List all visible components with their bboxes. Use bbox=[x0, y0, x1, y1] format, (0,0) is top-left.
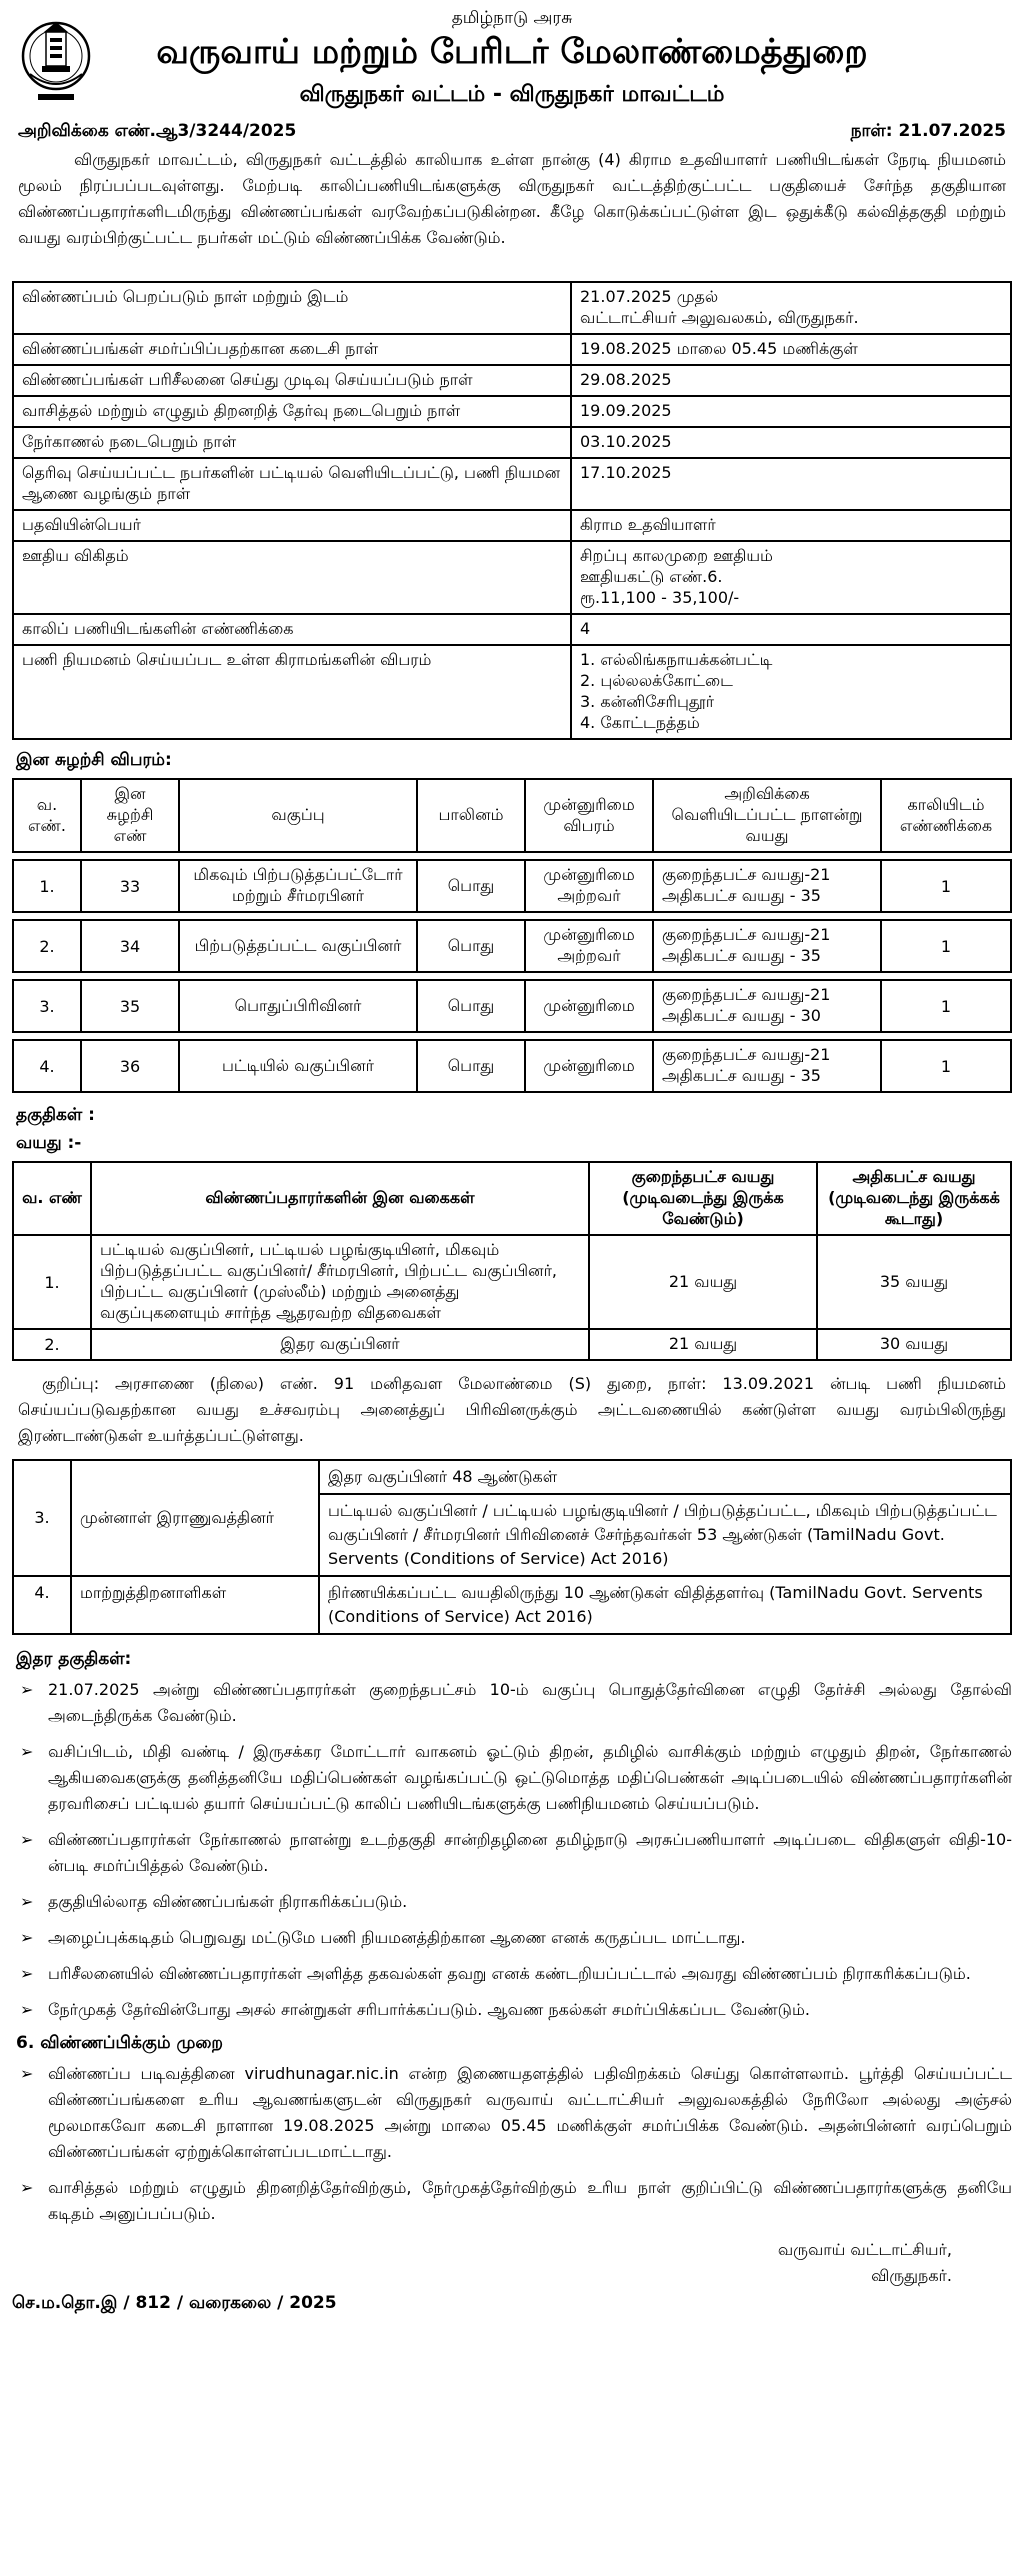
table-row bbox=[13, 396, 1011, 427]
qualifications-title: தகுதிகள் : bbox=[16, 1105, 95, 1125]
info-value bbox=[571, 334, 1011, 365]
age-line: அதிகபட்ச வயது - 35 bbox=[662, 1066, 821, 1085]
info-value-line: ரூ.11,100 - 35,100/- bbox=[580, 588, 740, 607]
cell-category: பட்டியல் வகுப்பினர், பட்டியல் பழங்குடியினர், மிகவும் பிற்படுத்தப்பட்ட வகுப்பினர்/ சீர்மரபினர், பிற்பட்ட வகுப்பினர், பிற்பட்ட வகுப்பினர் (முஸ்லீம்) மற்றும் அனைத்து வகுப்புகளையும் சார்ந்த ஆதரவற்ற விதவைகள் bbox=[91, 1235, 589, 1329]
arrow-bullet-icon: ➢ bbox=[20, 1964, 34, 1983]
list-item bbox=[20, 1739, 1012, 1817]
row-sno: 3. bbox=[13, 1460, 71, 1576]
info-value bbox=[571, 510, 1011, 541]
cell-sno: 1. bbox=[13, 860, 81, 912]
col-category: விண்ணப்பதாரர்களின் இன வகைகள் bbox=[91, 1162, 589, 1235]
info-value-line: 4. கோட்டநத்தம் bbox=[580, 713, 700, 732]
table-row bbox=[13, 614, 1011, 645]
cell-priority: முன்னுரிமை bbox=[525, 1040, 653, 1092]
signatory-place: விருதுநகர். bbox=[871, 2266, 952, 2285]
info-key: காலிப் பணியிடங்களின் எண்ணிக்கை bbox=[13, 614, 571, 645]
row-sno: 4. bbox=[13, 1576, 71, 1634]
col-vacancy: காலியிடம் எண்ணிக்கை bbox=[881, 779, 1011, 852]
cell-priority: முன்னுரிமை அற்றவர் bbox=[525, 920, 653, 972]
cell-class: பட்டியில் வகுப்பினர் bbox=[179, 1040, 417, 1092]
age-line: அதிகபட்ச வயது - 35 bbox=[662, 946, 821, 965]
relaxation-reserved: பட்டியல் வகுப்பினர் / பட்டியல் பழங்குடியினர் / பிற்படுத்தப்பட்ட, மிகவும் பிற்படுத்தப்பட்ட வகுப்பினர் / சீர்மரபினர் பிரிவினைச் சேர்ந்தவர்கள் 53 ஆண்டுகள் (TamilNadu Govt. Servents (Conditions of Service) Act 2016) bbox=[319, 1494, 1011, 1576]
table-row bbox=[13, 427, 1011, 458]
list-item-text: 21.07.2025 அன்று விண்ணப்பதாரர்கள் குறைந்தபட்சம் 10-ம் வகுப்பு பொதுத்தேர்வினை எழுதி தேர்ச்சி அல்லது தோல்வி அடைந்திருக்க வேண்டும். bbox=[48, 1680, 1012, 1725]
info-value-line: 17.10.2025 bbox=[580, 463, 672, 482]
cell-category: இதர வகுப்பினர் bbox=[91, 1329, 589, 1360]
gap-cell bbox=[13, 1032, 1011, 1040]
info-value-line: கிராம உதவியாளர் bbox=[580, 515, 716, 534]
cell-rotation-no: 34 bbox=[81, 920, 179, 972]
notice-page bbox=[12, 0, 1012, 2315]
arrow-bullet-icon: ➢ bbox=[20, 1830, 34, 1849]
arrow-bullet-icon: ➢ bbox=[20, 1680, 34, 1699]
age-line: அதிகபட்ச வயது - 35 bbox=[662, 886, 821, 905]
info-value bbox=[571, 614, 1011, 645]
info-value-line: 2. புல்லலக்கோட்டை bbox=[580, 671, 733, 690]
notice-number: அறிவிக்கை எண்.ஆ3/3244/2025 bbox=[18, 121, 297, 141]
other-qualifications-title: இதர தகுதிகள்: bbox=[16, 1649, 132, 1669]
table-row bbox=[13, 365, 1011, 396]
cell-sno: 1. bbox=[13, 1235, 91, 1329]
row-gap bbox=[13, 972, 1011, 980]
list-item-text: வாசித்தல் மற்றும் எழுதும் திறனறித்தேர்விற்கும், நேர்முகத்தேர்விற்கும் உரிய நாள் குறிப்பிட்டு விண்ணப்பதாரர்களுக்கு தனியே கடிதம் அனுப்பப்படும். bbox=[48, 2178, 1012, 2223]
relaxation-other: இதர வகுப்பினர் 48 ஆண்டுகள் bbox=[319, 1460, 1011, 1494]
cell-vacancy: 1 bbox=[881, 920, 1011, 972]
gap-cell bbox=[13, 852, 1011, 860]
info-value-line: 1. எல்லிங்கநாயக்கன்பட்டி bbox=[580, 650, 773, 669]
age-line: குறைந்தபட்ச வயது-21 bbox=[662, 985, 831, 1004]
age-line: குறைந்தபட்ச வயது-21 bbox=[662, 865, 831, 884]
age-line: குறைந்தபட்ச வயது-21 bbox=[662, 925, 831, 944]
table-row bbox=[13, 458, 1011, 510]
cell-gender: பொது bbox=[417, 1040, 525, 1092]
list-item bbox=[20, 2061, 1012, 2165]
header bbox=[12, 0, 1012, 115]
rotation-title: இன சுழற்சி விபரம்: bbox=[16, 750, 172, 770]
table-row bbox=[13, 1460, 1011, 1494]
list-item-text: தகுதியில்லாத விண்ணப்பங்கள் நிராகரிக்கப்படும். bbox=[48, 1892, 408, 1911]
row-gap bbox=[13, 1032, 1011, 1040]
table-row bbox=[13, 1576, 1011, 1634]
table-row bbox=[13, 282, 1011, 334]
table-row bbox=[13, 860, 1011, 912]
age-title: வயது :- bbox=[16, 1133, 82, 1153]
cell-gender: பொது bbox=[417, 980, 525, 1032]
table-row bbox=[13, 1235, 1011, 1329]
age-line: அதிகபட்ச வயது - 30 bbox=[662, 1006, 821, 1025]
col-sno: வ. எண். bbox=[13, 779, 81, 852]
cell-min-age: 21 வயது bbox=[589, 1235, 817, 1329]
info-value-line: 03.10.2025 bbox=[580, 432, 672, 451]
signature-block bbox=[12, 2237, 1012, 2289]
list-item bbox=[20, 2175, 1012, 2227]
info-key: பணி நியமனம் செய்யப்பட உள்ள கிராமங்களின் விபரம் bbox=[13, 645, 571, 739]
info-value bbox=[571, 427, 1011, 458]
col-sno: வ. எண் bbox=[13, 1162, 91, 1235]
age-relaxation-table bbox=[12, 1459, 1012, 1635]
cell-max-age: 30 வயது bbox=[817, 1329, 1011, 1360]
info-value bbox=[571, 282, 1011, 334]
info-key: நேர்காணல் நடைபெறும் நாள் bbox=[13, 427, 571, 458]
cell-rotation-no: 33 bbox=[81, 860, 179, 912]
cell-priority: முன்னுரிமை அற்றவர் bbox=[525, 860, 653, 912]
table-row bbox=[13, 510, 1011, 541]
age-note: குறிப்பு: அரசாணை (நிலை) எண். 91 மனிதவள மேலாண்மை (S) துறை, நாள்: 13.09.2021 ன்படி பணி நியமனம் செய்யப்படுவதற்கான வயது உச்சவரம்பு அனைத்துப் பிரிவினருக்கும் அட்டவணையில் கண்டுள்ள வயது வரம்பிலிருந்து இரண்டாண்டுகள் உயர்த்தப்பட்டுள்ளது. bbox=[18, 1374, 1006, 1445]
info-value-line: 4 bbox=[580, 619, 591, 638]
other-qualifications-list bbox=[12, 1677, 1012, 2023]
info-value-line: 29.08.2025 bbox=[580, 370, 672, 389]
schedule-table bbox=[12, 281, 1012, 740]
gap-cell bbox=[13, 912, 1011, 920]
table-row bbox=[13, 1329, 1011, 1360]
age-line: குறைந்தபட்ச வயது-21 bbox=[662, 1045, 831, 1064]
taluk-district: விருதுநகர் வட்டம் - விருதுநகர் மாவட்டம் bbox=[299, 82, 725, 107]
apply-method-list bbox=[12, 2061, 1012, 2227]
cell-class: மிகவும் பிற்படுத்தப்பட்டோர் மற்றும் சீர்மரபினர் bbox=[179, 860, 417, 912]
col-max-age: அதிகபட்ச வயது (முடிவடைந்து இருக்கக் கூடாது) bbox=[817, 1162, 1011, 1235]
list-item bbox=[20, 1997, 1012, 2023]
cell-vacancy: 1 bbox=[881, 1040, 1011, 1092]
cell-rotation-no: 36 bbox=[81, 1040, 179, 1092]
notice-date: நாள்: 21.07.2025 bbox=[850, 121, 1006, 141]
row-label: முன்னாள் இராணுவத்தினர் bbox=[71, 1460, 319, 1576]
arrow-bullet-icon: ➢ bbox=[20, 1742, 34, 1761]
list-item-text: விண்ணப்பதாரர்கள் நேர்காணல் நாளன்று உடற்தகுதி சான்றிதழினை தமிழ்நாடு அரசுப்பணியாளர் அடிப்படை விதிகளுள் விதி-10-ன்படி சமர்ப்பித்தல் வேண்டும். bbox=[48, 1830, 1012, 1875]
table-row bbox=[13, 920, 1011, 972]
info-key: விண்ணப்பம் பெறப்படும் நாள் மற்றும் இடம் bbox=[13, 282, 571, 334]
row-label: மாற்றுத்திறனாளிகள் bbox=[71, 1576, 319, 1634]
col-priority: முன்னுரிமை விபரம் bbox=[525, 779, 653, 852]
communal-rotation-table bbox=[12, 778, 1012, 1093]
relaxation-disabled: நிர்ணயிக்கப்பட்ட வயதிலிருந்து 10 ஆண்டுகள் விதித்தளர்வு (TamilNadu Govt. Servents (Conditions of Service) Act 2016) bbox=[319, 1576, 1011, 1634]
cell-sno: 3. bbox=[13, 980, 81, 1032]
info-value-line: 19.09.2025 bbox=[580, 401, 672, 420]
table-row bbox=[13, 334, 1011, 365]
cell-class: பிற்படுத்தப்பட்ட வகுப்பினர் bbox=[179, 920, 417, 972]
footer bbox=[12, 2237, 1012, 2315]
table-row bbox=[13, 541, 1011, 614]
cell-gender: பொது bbox=[417, 920, 525, 972]
info-value-line: 3. கன்னிசேரிபுதூர் bbox=[580, 692, 715, 711]
info-value-line: வட்டாட்சியர் அலுவலகம், விருதுநகர். bbox=[580, 308, 859, 327]
info-key: விண்ணப்பங்கள் சமர்ப்பிப்பதற்கான கடைசி நாள் bbox=[13, 334, 571, 365]
cell-sno: 2. bbox=[13, 920, 81, 972]
info-key: விண்ணப்பங்கள் பரிசீலனை செய்து முடிவு செய்யப்படும் நாள் bbox=[13, 365, 571, 396]
cell-age bbox=[653, 860, 881, 912]
table-header-row bbox=[13, 1162, 1011, 1235]
cell-sno: 2. bbox=[13, 1329, 91, 1360]
arrow-bullet-icon: ➢ bbox=[20, 1928, 34, 1947]
government-name: தமிழ்நாடு அரசு bbox=[451, 8, 573, 28]
cell-sno: 4. bbox=[13, 1040, 81, 1092]
cell-age bbox=[653, 1040, 881, 1092]
col-min-age: குறைந்தபட்ச வயது (முடிவடைந்து இருக்க வேண்டும்) bbox=[589, 1162, 817, 1235]
info-value bbox=[571, 396, 1011, 427]
cell-age bbox=[653, 980, 881, 1032]
table-row bbox=[13, 645, 1011, 739]
list-item bbox=[20, 1827, 1012, 1879]
info-value bbox=[571, 645, 1011, 739]
list-item bbox=[20, 1925, 1012, 1951]
cell-age bbox=[653, 920, 881, 972]
gap-cell bbox=[13, 972, 1011, 980]
list-item-text: நேர்முகத் தேர்வின்போது அசல் சான்றுகள் சரிபார்க்கப்படும். ஆவண நகல்கள் சமர்ப்பிக்கப்பட வேண்டும். bbox=[48, 2000, 810, 2019]
col-age: அறிவிக்கை வெளியிடப்பட்ட நாளன்று வயது bbox=[653, 779, 881, 852]
cell-vacancy: 1 bbox=[881, 980, 1011, 1032]
cell-min-age: 21 வயது bbox=[589, 1329, 817, 1360]
list-item-text: விண்ணப்ப படிவத்தினை virudhunagar.nic.in என்ற இணையதளத்தில் பதிவிறக்கம் செய்து கொள்ளலாம். பூர்த்தி செய்யப்பட்ட விண்ணப்பங்களை உரிய ஆவணங்களுடன் விருதுநகர் வருவாய் வட்டாட்சியர் அலுவலகத்தில் நேரிலோ அல்லது அஞ்சல் மூலமாகவோ கடைசி நாளான 19.08.2025 அன்று மாலை 05.45 மணிக்குள் சமர்ப்பிக்க வேண்டும். அதன்பின்னர் வரப்பெறும் விண்ணப்பங்கள் ஏற்றுக்கொள்ளப்படமாட்டாது. bbox=[48, 2064, 1012, 2161]
row-gap bbox=[13, 852, 1011, 860]
col-class: வகுப்பு bbox=[179, 779, 417, 852]
info-value-line: சிறப்பு காலமுறை ஊதியம் bbox=[580, 546, 773, 565]
info-key: வாசித்தல் மற்றும் எழுதும் திறனறித் தேர்வு நடைபெறும் நாள் bbox=[13, 396, 571, 427]
reference-line bbox=[12, 115, 1012, 143]
signatory-title: வருவாய் வட்டாட்சியர், bbox=[777, 2240, 952, 2259]
info-value bbox=[571, 541, 1011, 614]
table-header-row bbox=[13, 779, 1011, 852]
list-item bbox=[20, 1677, 1012, 1729]
table-row bbox=[13, 980, 1011, 1032]
cell-max-age: 35 வயது bbox=[817, 1235, 1011, 1329]
arrow-bullet-icon: ➢ bbox=[20, 2178, 34, 2197]
cell-gender: பொது bbox=[417, 860, 525, 912]
info-key: பதவியின்பெயர் bbox=[13, 510, 571, 541]
list-item-text: அழைப்புக்கடிதம் பெறுவது மட்டுமே பணி நியமனத்திற்கான ஆணை எனக் கருதப்பட மாட்டாது. bbox=[48, 1928, 746, 1947]
col-rotation-no: இன சுழற்சி எண் bbox=[81, 779, 179, 852]
list-item-text: வசிப்பிடம், மிதி வண்டி / இருசக்கர மோட்டார் வாகனம் ஓட்டும் திறன், தமிழில் வாசிக்கும் மற்றும் எழுதும் திறன், நேர்காணல் ஆகியவைகளுக்கு தனித்தனியே மதிப்பெண்கள் வழங்கப்பட்டு ஒட்டுமொத்த மதிப்பெண்கள் அடிப்படையில் விண்ணப்பதாரர்களின் தரவரிசைப் பட்டியல் தயார் செய்யப்பட்டு காலிப் பணியிடங்களுக்கு பணிநியமனம் செய்யப்படும். bbox=[48, 1742, 1012, 1813]
info-value-line: 21.07.2025 முதல் bbox=[580, 287, 719, 306]
intro-paragraph: விருதுநகர் மாவட்டம், விருதுநகர் வட்டத்தில் காலியாக உள்ள நான்கு (4) கிராம உதவியாளர் பணியிடங்கள் நேரடி நியமனம் மூலம் நிரப்பப்படவுள்ளது. மேற்படி காலிப்பணியிடங்களுக்கு விருதுநகர் வட்டத்திற்குட்பட்ட பகுதியைச் சேர்ந்த தகுதியான விண்ணப்பதாரர்களிடமிருந்து விண்ணப்பங்கள் வரவேற்கப்படுகின்றன. கீழே கொடுக்கப்பட்டுள்ள இட ஒதுக்கீடு கல்வித்தகுதி மற்றும் வயது வரம்பிற்குட்பட்ட நபர்கள் மட்டும் விண்ணப்பிக்க வேண்டும். bbox=[18, 150, 1006, 247]
row-gap bbox=[13, 912, 1011, 920]
table-row bbox=[13, 1040, 1011, 1092]
info-value-line: ஊதியகட்டு எண்.6. bbox=[580, 567, 723, 586]
info-value bbox=[571, 458, 1011, 510]
arrow-bullet-icon: ➢ bbox=[20, 2000, 34, 2019]
apply-method-title: 6. விண்ணப்பிக்கும் முறை bbox=[16, 2033, 223, 2053]
cell-priority: முன்னுரிமை bbox=[525, 980, 653, 1032]
arrow-bullet-icon: ➢ bbox=[20, 1892, 34, 1911]
department-title: வருவாய் மற்றும் பேரிடர் மேலாண்மைத்துறை bbox=[156, 32, 868, 72]
cell-rotation-no: 35 bbox=[81, 980, 179, 1032]
cell-vacancy: 1 bbox=[881, 860, 1011, 912]
list-item bbox=[20, 1889, 1012, 1915]
age-limit-table bbox=[12, 1161, 1012, 1361]
info-key: ஊதிய விகிதம் bbox=[13, 541, 571, 614]
info-value bbox=[571, 365, 1011, 396]
col-gender: பாலினம் bbox=[417, 779, 525, 852]
arrow-bullet-icon: ➢ bbox=[20, 2064, 34, 2083]
info-value-line: 19.08.2025 மாலை 05.45 மணிக்குள் bbox=[580, 339, 858, 358]
info-key: தெரிவு செய்யப்பட்ட நபர்களின் பட்டியல் வெளியிடப்பட்டு, பணி நியமன ஆணை வழங்கும் நாள் bbox=[13, 458, 571, 510]
tamilnadu-emblem-icon bbox=[20, 14, 92, 104]
list-item-text: பரிசீலனையில் விண்ணப்பதாரர்கள் அளித்த தகவல்கள் தவறு எனக் கண்டறியப்பட்டால் அவரது விண்ணப்பம் நிராகரிக்கப்படும். bbox=[48, 1964, 971, 1983]
cell-class: பொதுப்பிரிவினர் bbox=[179, 980, 417, 1032]
print-code: செ.ம.தொ.இ / 812 / வரைகலை / 2025 bbox=[12, 2293, 337, 2313]
list-item bbox=[20, 1961, 1012, 1987]
